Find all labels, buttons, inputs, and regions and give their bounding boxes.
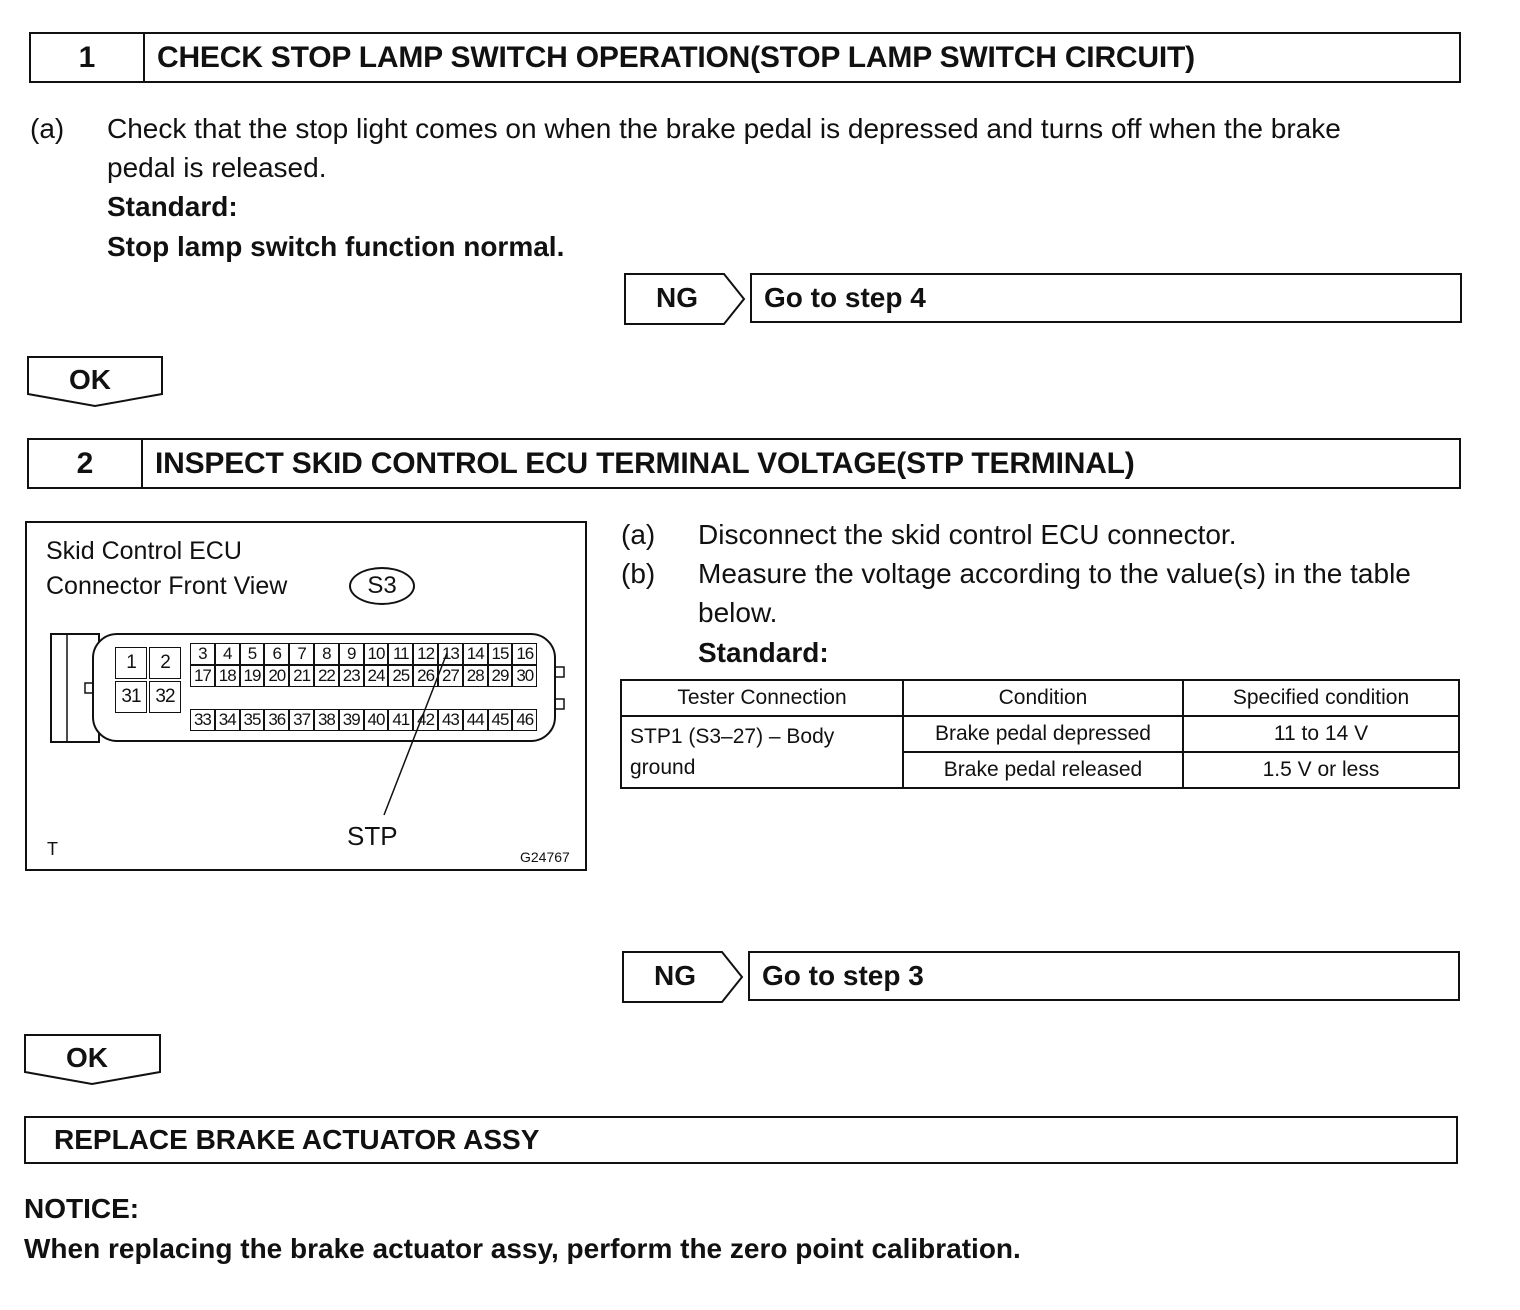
step2-ok-label: OK <box>66 1042 108 1073</box>
table-row <box>621 716 1459 752</box>
connector-pin: 28 <box>463 665 488 687</box>
connector-pin: 27 <box>438 665 463 687</box>
connector-pin: 45 <box>488 709 513 731</box>
connector-pin: 29 <box>488 665 513 687</box>
table-header-cell: Condition <box>903 680 1183 716</box>
step1-ng-branch <box>624 273 1462 325</box>
connector-pin: 8 <box>314 643 339 665</box>
table-header-cell: Specified condition <box>1183 680 1459 716</box>
step2-item-a-label: (a) <box>621 519 656 550</box>
step2-number: 2 <box>29 440 143 487</box>
step2-header <box>27 438 1461 489</box>
table-condition-cell: Brake pedal released <box>903 752 1183 788</box>
connector-id: S3 <box>367 572 397 599</box>
step1-number: 1 <box>31 34 145 81</box>
table-condition-cell: Brake pedal depressed <box>903 716 1183 752</box>
table-connection-cell <box>621 716 903 788</box>
step1-ng-label: NG <box>656 282 698 313</box>
connector-pin: 6 <box>264 643 289 665</box>
final-step-text: REPLACE BRAKE ACTUATOR ASSY <box>54 1124 540 1155</box>
step2-item-a-text: Disconnect the skid control ECU connector. <box>698 519 1237 550</box>
connector-pin: 32 <box>149 681 181 713</box>
connection-line2: ground <box>630 756 696 779</box>
notice-label: NOTICE: <box>24 1193 140 1224</box>
connector-pin: 5 <box>240 643 265 665</box>
figure-id: G24767 <box>520 849 570 865</box>
connector-diagram <box>25 521 587 871</box>
stp-pointer-label: STP <box>347 821 398 851</box>
connector-pin: 46 <box>512 709 537 731</box>
connector-pin: 24 <box>364 665 389 687</box>
step1-standard-label: Standard: <box>107 191 238 222</box>
connector-housing <box>27 523 587 871</box>
step1-item-a-line2: pedal is released. <box>107 152 327 183</box>
connector-pin: 3 <box>190 643 215 665</box>
step1-title: CHECK STOP LAMP SWITCH OPERATION(STOP LAMP SWITCH CIRCUIT) <box>157 40 1195 74</box>
diagram-caption-line2: Connector Front View <box>46 572 288 600</box>
notice-text: When replacing the brake actuator assy, perform the zero point calibration. <box>24 1233 1021 1264</box>
connector-pin: 4 <box>215 643 240 665</box>
diagram-caption-line1: Skid Control ECU <box>46 537 242 565</box>
connector-pin: 21 <box>289 665 314 687</box>
connector-pin: 43 <box>438 709 463 731</box>
table-header-cell: Tester Connection <box>621 680 903 716</box>
step2-ok-branch <box>24 1034 161 1086</box>
table-spec-cell: 11 to 14 V <box>1183 716 1459 752</box>
connector-pin: 37 <box>289 709 314 731</box>
connector-pin: 31 <box>115 681 147 713</box>
step2-item-b-line2: below. <box>698 597 778 628</box>
connector-pin: 10 <box>364 643 389 665</box>
connector-pin: 41 <box>388 709 413 731</box>
step1-standard-value: Stop lamp switch function normal. <box>107 231 565 262</box>
connector-pin: 36 <box>264 709 289 731</box>
connector-pin: 19 <box>240 665 265 687</box>
connector-pin: 30 <box>512 665 537 687</box>
connector-pin: 22 <box>314 665 339 687</box>
step2-standard-label: Standard: <box>698 637 829 668</box>
spec-table <box>620 679 1460 789</box>
step1-ok-label: OK <box>69 364 111 395</box>
table-header-row <box>621 680 1459 716</box>
connector-pin: 25 <box>388 665 413 687</box>
step2-item-b-line1: Measure the voltage according to the value(s) in the table <box>698 558 1411 589</box>
connector-pin: 17 <box>190 665 215 687</box>
connector-pin: 9 <box>339 643 364 665</box>
connector-pin: 42 <box>413 709 438 731</box>
corner-mark: T <box>47 839 58 859</box>
connector-pin: 20 <box>264 665 289 687</box>
step2-title: INSPECT SKID CONTROL ECU TERMINAL VOLTAGE(STP TERMINAL) <box>155 446 1135 480</box>
step1-ng-action: Go to step 4 <box>750 273 1462 323</box>
step2-ng-branch <box>622 951 1460 1003</box>
step1-ok-branch <box>27 356 163 408</box>
connector-pin: 44 <box>463 709 488 731</box>
step1-item-a-label: (a) <box>30 113 65 144</box>
connector-pin: 12 <box>413 643 438 665</box>
step1-header <box>29 32 1461 83</box>
step2-ng-action: Go to step 3 <box>748 951 1460 1001</box>
final-step-box <box>24 1116 1458 1164</box>
connector-pin: 23 <box>339 665 364 687</box>
connection-line1: STP1 (S3–27) – Body <box>630 725 835 748</box>
step2-item-b-label: (b) <box>621 558 656 589</box>
connector-pin: 2 <box>149 647 181 679</box>
connector-pin: 13 <box>438 643 463 665</box>
table-spec-cell: 1.5 V or less <box>1183 752 1459 788</box>
connector-pin: 18 <box>215 665 240 687</box>
connector-pin: 16 <box>512 643 537 665</box>
connector-pin: 11 <box>388 643 413 665</box>
connector-pin: 40 <box>364 709 389 731</box>
connector-pin: 35 <box>240 709 265 731</box>
connector-pin: 33 <box>190 709 215 731</box>
step1-item-a-line1: Check that the stop light comes on when the brake pedal is depressed and turns off when the brake <box>107 113 1341 144</box>
connector-pin: 26 <box>413 665 438 687</box>
connector-pin: 38 <box>314 709 339 731</box>
connector-pin: 7 <box>289 643 314 665</box>
connector-pin: 14 <box>463 643 488 665</box>
connector-pin: 1 <box>115 647 147 679</box>
step2-ng-label: NG <box>654 960 696 991</box>
connector-pin: 34 <box>215 709 240 731</box>
connector-pin: 15 <box>488 643 513 665</box>
connector-pin: 39 <box>339 709 364 731</box>
